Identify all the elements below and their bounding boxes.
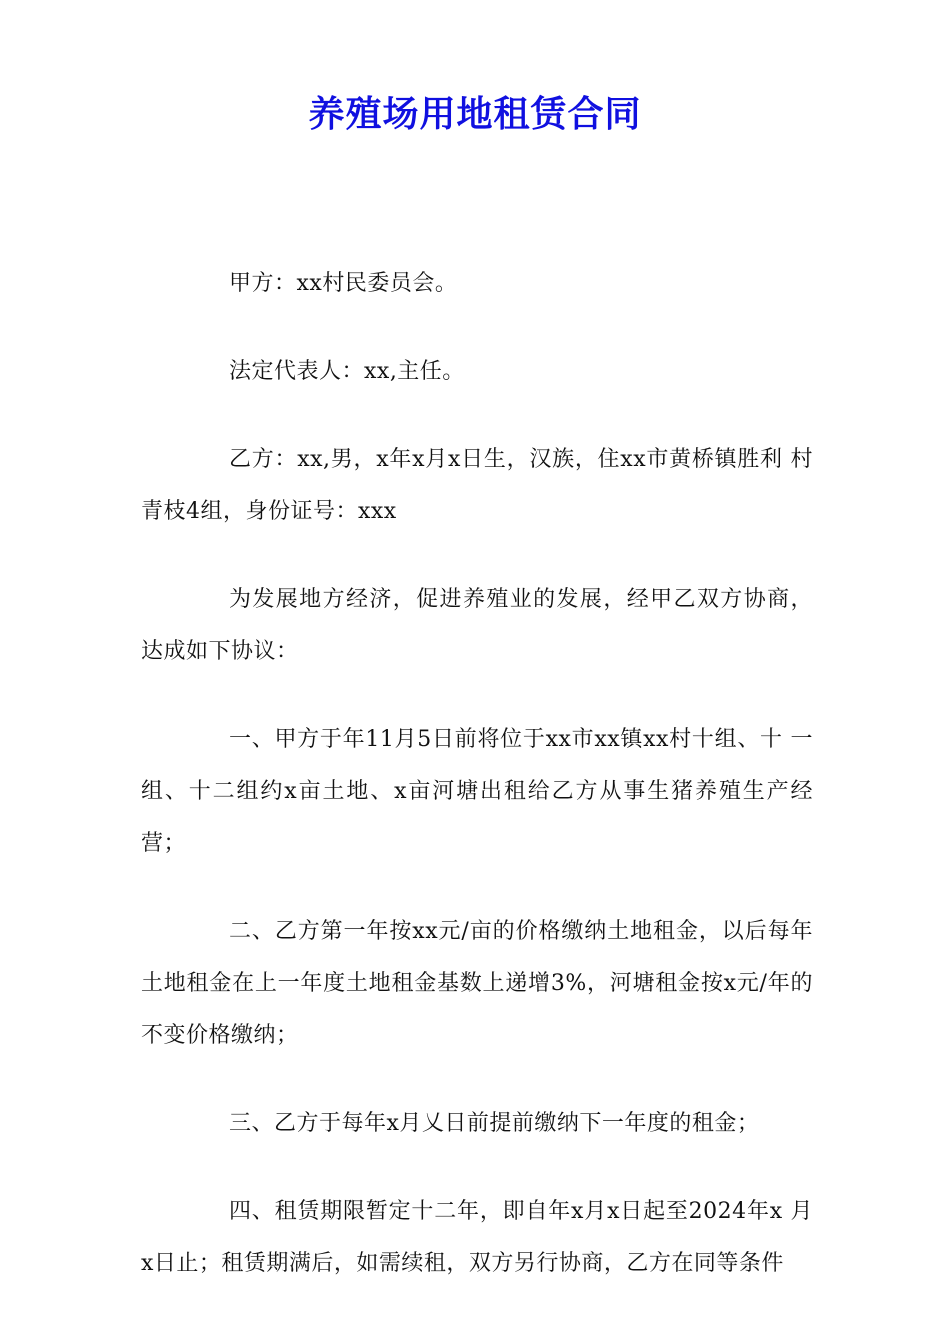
party-b-paragraph: 乙方：xx,男，x年x月x日生，汉族，住xx市黄桥镇胜利 村青枝4组，身份证号：xxx xyxy=(141,447,813,524)
legal-representative-paragraph: 法定代表人：xx,主任。 xyxy=(229,359,465,384)
clause-4-paragraph: 四、租赁期限暂定十二年，即自年x月x日起至2024年x 月x日止；租赁期满后，如需续租，双方另行协商，乙方在同等条件 xyxy=(141,1199,813,1276)
document-body xyxy=(141,258,813,1326)
clause-1-paragraph: 一、甲方于年11月5日前将位于xx市xx镇xx村十组、十 一组、十二组约x亩土地、x亩河塘出租给乙方从事生猪养殖生产经营； xyxy=(141,727,813,856)
preamble-paragraph: 为发展地方经济，促进养殖业的发展，经甲乙双方协商，达成如下协议： xyxy=(141,587,813,664)
document-title: 养殖场用地租赁合同 xyxy=(308,94,642,135)
party-a-paragraph: 甲方：xx村民委员会。 xyxy=(229,271,458,296)
clause-3-paragraph: 三、乙方于每年x月乂日前提前缴纳下一年度的租金； xyxy=(229,1111,760,1136)
clause-2-paragraph: 二、乙方第一年按xx元/亩的价格缴纳土地租金，以后每年土地租金在上一年度土地租金基数上递增3%，河塘租金按x元/年的不变价格缴纳； xyxy=(141,919,813,1048)
